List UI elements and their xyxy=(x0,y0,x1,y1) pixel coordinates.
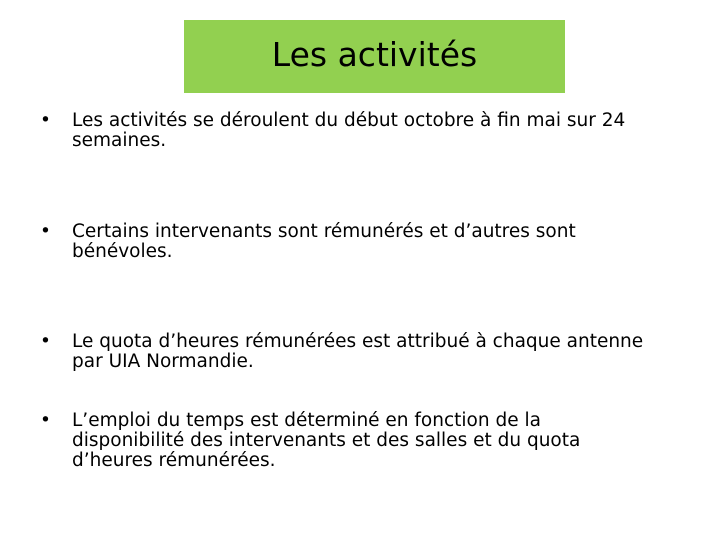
bullet-item xyxy=(40,411,680,471)
bullet-item xyxy=(40,222,680,262)
bullet-line: semaines. xyxy=(72,130,167,151)
bullet-item xyxy=(40,332,680,372)
slide-title: Les activités xyxy=(271,35,478,74)
bullet-line: L’emploi du temps est déterminé en fonction de la xyxy=(72,410,541,431)
slide-title-banner xyxy=(184,20,565,93)
bullet-icon: • xyxy=(40,221,51,242)
bullet-line: d’heures rémunérées. xyxy=(72,450,276,471)
bullet-icon: • xyxy=(40,331,51,352)
bullet-icon: • xyxy=(40,110,51,131)
bullet-line: bénévoles. xyxy=(72,241,173,262)
bullet-line: disponibilité des intervenants et des salles et du quota xyxy=(72,430,581,451)
bullet-item xyxy=(40,111,680,151)
bullet-line: par UIA Normandie. xyxy=(72,351,254,372)
bullet-line: Certains intervenants sont rémunérés et d’autres sont xyxy=(72,221,576,242)
bullet-line: Les activités se déroulent du début octobre à fin mai sur 24 xyxy=(72,110,626,131)
bullet-line: Le quota d’heures rémunérées est attribué à chaque antenne xyxy=(72,331,644,352)
bullet-icon: • xyxy=(40,410,51,431)
